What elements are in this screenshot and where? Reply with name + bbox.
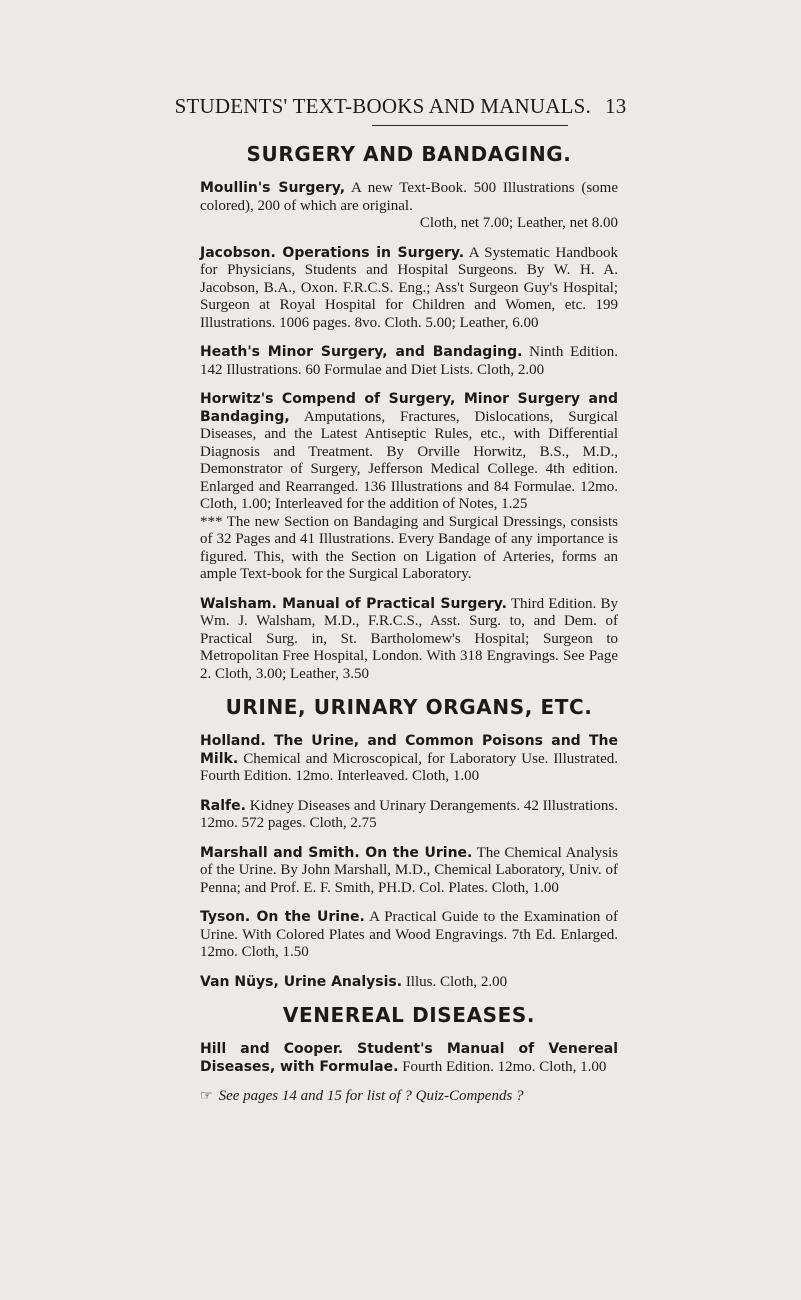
entry-title: Heath's Minor Surgery, and Bandaging. <box>200 344 523 360</box>
cross-reference-footer <box>200 1088 618 1105</box>
catalog-entry-holland <box>200 733 618 786</box>
entry-price: Cloth, net 7.00; Leather, net 8.00 <box>419 215 618 231</box>
entry-title: Tyson. On the Urine. <box>200 909 365 925</box>
entry-text: Fourth Edition. 12mo. Cloth, 1.00 <box>402 1058 607 1075</box>
entry-title: Van Nüys, Urine Analysis. <box>200 973 403 990</box>
section-heading-venereal: VENEREAL DISEASES. <box>282 1003 536 1027</box>
entry-title: Walsham. Manual of Practical Surgery. <box>200 595 507 612</box>
entry-text: Illus. Cloth, 2.00 <box>405 973 508 990</box>
footer-text: See pages 14 and 15 for list of ? Quiz-Compends ? <box>218 1088 524 1104</box>
catalog-entry-van-nuys <box>200 974 618 992</box>
catalog-entry-heath <box>200 344 618 379</box>
entry-title: Marshall and Smith. On the Urine. <box>200 844 473 861</box>
catalog-content <box>200 142 618 1105</box>
entry-text: Third Edition. By Wm. J. Walsham, M.D., F.R.C.S., Asst. Surg. to, and Dem. of Practical Surg. in, St. Bartholomew's Hospital; Surgeon to Metropolitan Free Hospital, London. With 318 Engravings. See Page 2. Cloth, 3.00; Leather, 3.50 <box>200 595 618 682</box>
entry-title: Ralfe. <box>200 797 246 814</box>
running-header <box>0 94 801 119</box>
entry-note: *** The new Section on Bandaging and Surgical Dressings, consists of 32 Pages and 41 Illustrations. Every Bandage of any importance is figured. This, with the Section on Ligation of Arteries, forms an ample Text-book for the Surgical Laboratory. <box>200 513 618 582</box>
entry-title: Jacobson. Operations in Surgery. <box>200 244 465 261</box>
pointing-hand-icon: ☞ <box>200 1089 213 1104</box>
entry-text: Chemical and Microscopical, for Laboratory Use. Illustrated. Fourth Edition. 12mo. Interleaved. Cloth, 1.00 <box>200 750 619 784</box>
entry-text: A Systematic Handbook for Physicians, Students and Hospital Surgeons. By W. H. A. Jacobson, B.A., Oxon. F.R.C.S. Eng.; Ass't Surgeon Guy's Hospital; Surgeon at Royal Hospital for Children and Women, etc. 199 Illustrations. 1006 pages. 8vo. Cloth. 5.00; Leather, 6.00 <box>200 244 618 331</box>
entry-text: Kidney Diseases and Urinary Derangements. 42 Illustrations. 12mo. 572 pages. Cloth, 2.75 <box>200 797 618 831</box>
catalog-entry-hill-cooper <box>200 1041 618 1076</box>
page-number: 13 <box>605 94 627 118</box>
entry-text: Ninth Edition. 142 Illustrations. 60 Formulae and Diet Lists. Cloth, 2.00 <box>200 344 618 378</box>
entry-text: The Chemical Analysis of the Urine. By John Marshall, M.D., Chemical Laboratory, Univ. of Penna; and Prof. E. F. Smith, PH.D. Col. Plates. Cloth, 1.00 <box>200 844 618 896</box>
section-heading-surgery: SURGERY AND BANDAGING. <box>246 142 572 166</box>
entry-title: Holland. The Urine, and Common Poisons and The Milk. <box>200 733 618 767</box>
catalog-entry-ralfe <box>200 798 618 833</box>
catalog-entry-horwitz <box>200 391 618 584</box>
entry-title: Horwitz's Compend of Surgery, Minor Surgery and Bandaging, <box>200 391 618 425</box>
header-title: STUDENTS' TEXT-BOOKS AND MANUALS. <box>174 94 591 118</box>
header-rule <box>372 125 568 126</box>
entry-title: Moullin's Surgery, <box>200 180 346 196</box>
catalog-entry-walsham <box>200 596 618 684</box>
entry-text: A Practical Guide to the Examination of Urine. With Colored Plates and Wood Engravings. 7th Ed. Enlarged. 12mo. Cloth, 1.50 <box>200 909 618 960</box>
catalog-entry-jacobson <box>200 245 618 333</box>
catalog-entry-moullin <box>200 180 618 233</box>
catalog-entry-tyson <box>200 909 618 962</box>
catalog-entry-marshall-smith <box>200 845 618 898</box>
entry-title: Hill and Cooper. Student's Manual of Venereal Diseases, with Formulae. <box>200 1041 618 1075</box>
entry-text: Amputations, Fractures, Dislocations, Surgical Diseases, and the Latest Antiseptic Rules, etc., with Differential Diagnosis and Treatment. By Orville Horwitz, B.S., M.D., Demonstrator of Surgery, Jefferson Medical College. 4th edition. Enlarged and Rearranged. 136 Illustrations and 84 Formulae. 12mo. Cloth, 1.00; Interleaved for the addition of Notes, 1.25 <box>200 408 618 512</box>
section-heading-urine: URINE, URINARY ORGANS, ETC. <box>225 695 593 719</box>
entry-text: A new Text-Book. 500 Illustrations (some colored), 200 of which are original. <box>200 180 618 214</box>
